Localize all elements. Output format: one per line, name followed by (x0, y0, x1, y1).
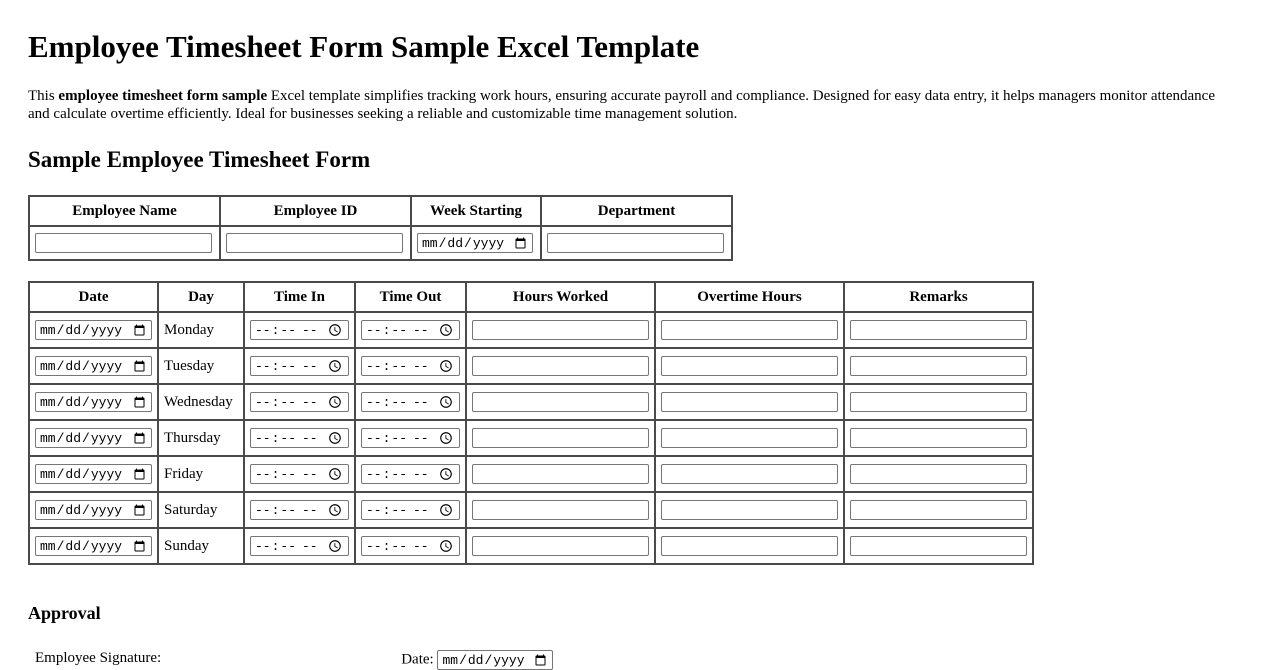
timesheet-row (29, 384, 1033, 420)
timesheet-table (28, 281, 1034, 565)
header-employee-name: Employee Name (29, 196, 220, 226)
employee-id-input[interactable] (226, 233, 403, 253)
overtime-hours-input[interactable] (661, 392, 838, 412)
approval-row (28, 650, 1250, 670)
employee-signature-label: Employee Signature: (35, 650, 162, 666)
day-cell: Thursday (158, 420, 244, 456)
employee-info-table (28, 195, 733, 261)
remarks-input[interactable] (850, 464, 1027, 484)
time-in-input[interactable] (250, 392, 349, 412)
date-input[interactable] (35, 320, 152, 340)
timesheet-row (29, 492, 1033, 528)
remarks-input[interactable] (850, 428, 1027, 448)
timesheet-row (29, 312, 1033, 348)
day-cell: Tuesday (158, 348, 244, 384)
time-in-input[interactable] (250, 536, 349, 556)
remarks-input[interactable] (850, 320, 1027, 340)
page-title: Employee Timesheet Form Sample Excel Template (28, 29, 700, 64)
day-cell: Saturday (158, 492, 244, 528)
hours-worked-input[interactable] (472, 428, 649, 448)
employee-name-input[interactable] (35, 233, 212, 253)
date-input[interactable] (35, 428, 152, 448)
approval-title: Approval (28, 603, 101, 623)
hours-worked-input[interactable] (472, 320, 649, 340)
header-department: Department (541, 196, 732, 226)
approval-date-input[interactable] (437, 650, 553, 670)
time-in-input[interactable] (250, 428, 349, 448)
remarks-input[interactable] (850, 536, 1027, 556)
header-time-out: Time Out (355, 282, 466, 312)
timesheet-row (29, 348, 1033, 384)
remarks-input[interactable] (850, 392, 1027, 412)
time-in-input[interactable] (250, 320, 349, 340)
time-out-input[interactable] (361, 536, 460, 556)
overtime-hours-input[interactable] (661, 536, 838, 556)
header-remarks: Remarks (844, 282, 1033, 312)
header-date: Date (29, 282, 158, 312)
day-cell: Wednesday (158, 384, 244, 420)
header-time-in: Time In (244, 282, 355, 312)
hours-worked-input[interactable] (472, 356, 649, 376)
day-cell: Sunday (158, 528, 244, 564)
timesheet-row (29, 528, 1033, 564)
department-input[interactable] (547, 233, 724, 253)
hours-worked-input[interactable] (472, 464, 649, 484)
hours-worked-input[interactable] (472, 392, 649, 412)
section-title: Sample Employee Timesheet Form (28, 147, 371, 172)
time-out-input[interactable] (361, 464, 460, 484)
time-in-input[interactable] (250, 464, 349, 484)
header-overtime-hours: Overtime Hours (655, 282, 844, 312)
date-input[interactable] (35, 392, 152, 412)
date-input[interactable] (35, 356, 152, 376)
overtime-hours-input[interactable] (661, 500, 838, 520)
header-week-starting: Week Starting (411, 196, 541, 226)
overtime-hours-input[interactable] (661, 320, 838, 340)
time-in-input[interactable] (250, 500, 349, 520)
time-out-input[interactable] (361, 500, 460, 520)
timesheet-row (29, 456, 1033, 492)
day-cell: Monday (158, 312, 244, 348)
date-input[interactable] (35, 500, 152, 520)
remarks-input[interactable] (850, 356, 1027, 376)
time-out-input[interactable] (361, 392, 460, 412)
header-hours-worked: Hours Worked (466, 282, 655, 312)
time-out-input[interactable] (361, 428, 460, 448)
time-out-input[interactable] (361, 356, 460, 376)
day-cell: Friday (158, 456, 244, 492)
overtime-hours-input[interactable] (661, 356, 838, 376)
date-input[interactable] (35, 536, 152, 556)
header-day: Day (158, 282, 244, 312)
overtime-hours-input[interactable] (661, 464, 838, 484)
overtime-hours-input[interactable] (661, 428, 838, 448)
timesheet-row (29, 420, 1033, 456)
header-employee-id: Employee ID (220, 196, 411, 226)
hours-worked-input[interactable] (472, 536, 649, 556)
time-in-input[interactable] (250, 356, 349, 376)
approval-date-label: Date: (401, 651, 434, 668)
time-out-input[interactable] (361, 320, 460, 340)
hours-worked-input[interactable] (472, 500, 649, 520)
week-starting-input[interactable] (417, 233, 533, 253)
intro-paragraph: This employee timesheet form sample Excel template simplifies tracking work hours, ensuring accurate payroll and compliance. Designed for easy data entry, it helps managers monitor attendance and calculate overtime efficiently. Ideal for businesses seeking a reliable and customizable time management solution. (28, 88, 1215, 122)
remarks-input[interactable] (850, 500, 1027, 520)
date-input[interactable] (35, 464, 152, 484)
